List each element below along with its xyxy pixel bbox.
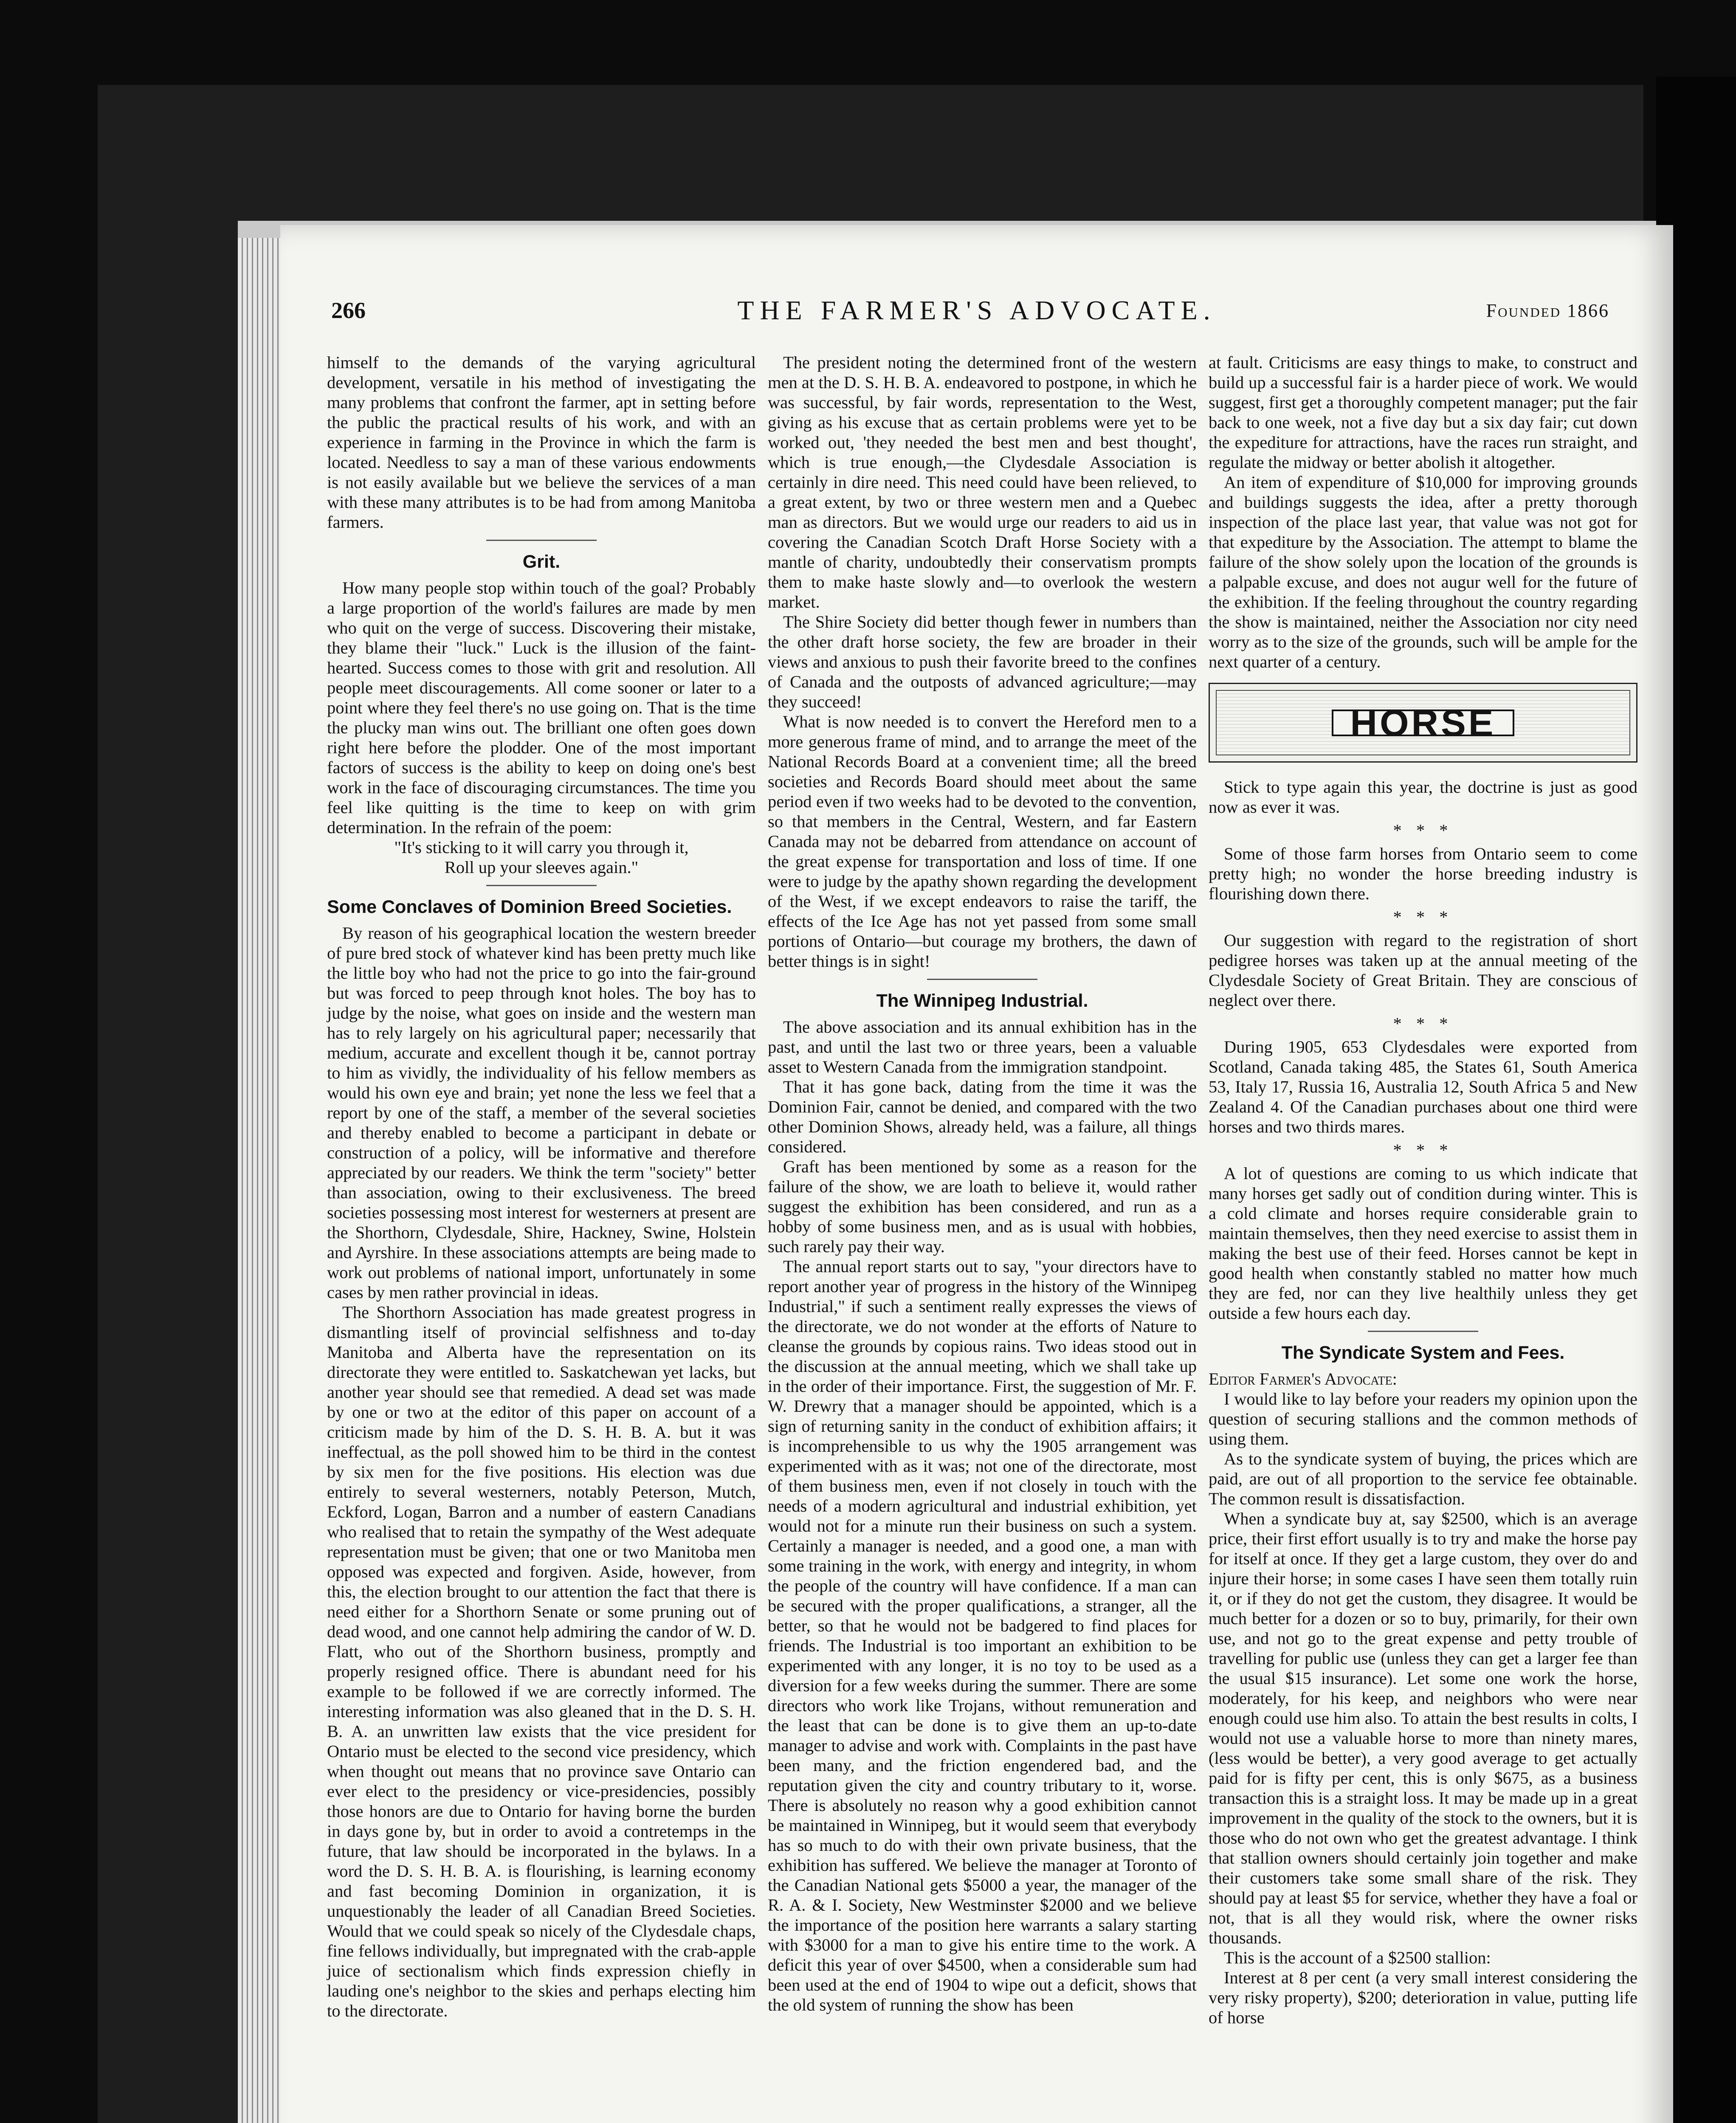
heading-grit: Grit.	[522, 552, 561, 572]
paragraph: By reason of his geographical location the western breeder of pure bred stock of whatever kind has been pretty much like the little boy who had not the price to go into the fair-ground but was forced to peep through knot holes. The boy has to judge by the noise, what goes on inside and the western man has to rely largely on his agricultural paper; necessarily that medium, accurate and excellent though it be, cannot portray to him as vividly, the individuality of his fellow members as would his own eye and brain; yet none the less we feel that a report by one of the staff, a member of the several societies and thereby enabled to become a participant in debate or construction of a policy, will be informative and therefore appreciated by our readers. We think the term "society" better than association, owing to their exclusiveness. The breed societies possessing most interest for westerners at present are the Shorthorn, Clydesdale, Shire, Hackney, Swine, Holstein and Ayrshire. In these associations attempts are being made to work out problems of national import, unfortunately in some cases by men rather provincial in ideas.	[327, 924, 756, 1302]
column-3	[1209, 352, 1637, 2027]
paragraph: As to the syndicate system of buying, the prices which are paid, are out of all proportion to the service fee obtainable. The common result is dissatisfaction.	[1209, 1449, 1637, 1508]
horse-banner-frame	[1216, 690, 1630, 755]
paragraph: Stick to type again this year, the doctrine is just as good now as ever it was.	[1209, 777, 1637, 817]
founded-line: Founded 1866	[1486, 300, 1609, 321]
journal-title: THE FARMER'S ADVOCATE.	[737, 295, 1216, 325]
asterism: * * *	[1393, 1140, 1453, 1160]
heading-syndicate: The Syndicate System and Fees.	[1281, 1343, 1565, 1363]
section-rule	[486, 885, 597, 886]
paragraph: The president noting the determined front of the western men at the D. S. H. B. A. endeavored to postpone, in which he was successful, by fair words, representation to the West, giving as his excuse that as certain problems were yet to be worked out, 'they needed the best men and best thought', which is true enough,—the Clydesdale Association is certainly in dire need. This need could have been relieved, to a great extent, by two or three western men and a Quebec man as directors. But we would urge our readers to aid us in covering the Canadian Scotch Draft Horse Society with a mantle of charity, undoubtedly their conservatism prompts them to make haste slowly and—to overlook the western market.	[768, 353, 1197, 611]
verse-line: Roll up your sleeves again."	[444, 858, 639, 877]
paragraph: An item of expenditure of $10,000 for improving grounds and buildings suggests the idea, after a pretty thorough inspection of the place last year, that value was not got for that expediture by the Association. The attempt to blame the failure of the show solely upon the location of the grounds is a palpable excuse, and does not augur well for the future of the exhibition. If the feeling throughout the country regarding the show is maintained, neither the Association nor city need worry as to the size of the grounds, such will be ample for the next quarter of a century.	[1209, 473, 1637, 671]
paragraph: Some of those farm horses from Ontario seem to come pretty high; no wonder the horse breeding industry is flourishing down there.	[1209, 844, 1637, 903]
paragraph: The above association and its annual exhibition has in the past, and until the last two or three years, been a valuable asset to Western Canada from the immigration standpoint.	[768, 1017, 1197, 1076]
horse-banner-title: HORSE	[1332, 710, 1515, 736]
page-number: 266	[331, 298, 366, 323]
asterism: * * *	[1393, 1014, 1453, 1033]
paragraph: at fault. Criticisms are easy things to make, to construct and build up a successful fair is a harder piece of work. We would suggest, first get a thoroughly competent manager; put the fair back to one week, not a five day but a six day fair; cut down the expediture for attractions, have the races run straight, and regulate the midway or better abolish it altogether.	[1209, 353, 1637, 472]
paragraph: How many people stop within touch of the goal? Probably a large proportion of the world's failures are made by men who quit on the verge of success. Discovering their mistake, they blame their "luck." Luck is the illusion of the faint-hearted. Success comes to those with grit and resolution. All people meet discouragements. All come sooner or later to a point where they feel there's no use going on. That is the time the plucky man wins out. The brilliant one often goes down right here before the plodder. One of the most important factors of success is the ability to keep on doing one's best work in the face of discouraging circumstances. The time you feel like quitting is the time to keep on with grim determination. In the refrain of the poem:	[327, 578, 756, 837]
column-2	[768, 352, 1197, 2015]
paragraph: himself to the demands of the varying agricultural development, versatile in his method of investigating the many problems that confront the farmer, apt in setting before the public the practical results of his work, and with an experience in farming in the Province in which the farm is located. Needless to say a man of these various endowments is not easily available but we believe the services of a man with these many attributes is to be had from among Manitoba farmers.	[327, 353, 756, 532]
column-1	[327, 352, 756, 2021]
paragraph: Our suggestion with regard to the registration of short pedigree horses was taken up at the annual meeting of the Clydesdale Society of Great Britain. They are conscious of neglect over there.	[1209, 931, 1637, 1010]
section-rule	[927, 979, 1037, 980]
running-head	[280, 297, 1673, 335]
editor-salutation: Editor Farmer's Advocate:	[1209, 1369, 1397, 1388]
paragraph: I would like to lay before your readers my opinion upon the question of securing stallions and the common methods of using them.	[1209, 1389, 1637, 1448]
paragraph: Interest at 8 per cent (a very small interest considering the very risky property), $200; deterioration in value, putting life of horse	[1209, 1968, 1637, 2027]
asterism: * * *	[1393, 821, 1453, 840]
page-edges	[238, 238, 285, 2123]
heading-conclaves: Some Conclaves of Dominion Breed Societies.	[327, 897, 732, 917]
paragraph: The annual report starts out to say, "your directors have to report another year of progress in the history of the Winnipeg Industrial," if such a sentiment really expresses the views of the directorate, we do not wonder at the efforts of Nature to cleanse the grounds by copious rains. Two ideas stood out in the discussion at the annual meeting, which we shall take up in the order of their importance. First, the suggestion of Mr. F. W. Drewry that a manager should be appointed, which is a sign of returning sanity in the conduct of exhibition affairs; it is incomprehensible to us why the 1905 arrangement was experimented with as it was; not one of the directorate, most of them business men, even if not closely in touch with the needs of a modern agricultural and industrial exhibition, yet would not for a minute run their business on such a system. Certainly a manager is needed, and a good one, a man with some training in the work, with energy and integrity, in whom the people of the country will have confidence. If a man can be secured with the proper qualifications, a stranger, all the better, so that he would not be badgered to find places for friends. The Industrial is too important an exhibition to be experimented with any longer, it is no toy to be used as a diversion for a few weeks during the summer. There are some directors who work like Trojans, without remuneration and the least that can be done is to give them an up-to-date manager to advise and work with. Complaints in the past have been many, and the friction engendered bad, and the reputation given the city and country tributary to it, worse. There is absolutely no reason why a good exhibition cannot be maintained in Winnipeg, but it would seem that everybody has so much to do with their own private business, that the exhibition has suffered. We believe the manager at Toronto of the Canadian National gets $5000 a year, the manager of the R. A. & I. Society, New Westminster $2000 and we believe the importance of the position here warrants a salary starting with $3000 for a man to give his entire time to the work. A deficit this year of over $4500, when a considerable sum had been used at the end of 1904 to wipe out a deficit, shows that the old system of running the show has been	[768, 1257, 1197, 2014]
section-rule	[1368, 1331, 1478, 1332]
paragraph: What is now needed is to convert the Hereford men to a more generous frame of mind, and to arrange the meet of the National Records Board at a convenient time; all the breed societies and Records Board should meet about the same period even if two weeks had to be devoted to the convention, so that members in the Central, Western, and far Eastern Canada may not be debarred from attendance on account of the great expense for transportation and loss of time. If one were to judge by the apathy shown regarding the development of the West, if we except endeavors to raise the tariff, the effects of the Ice Age has not yet passed from some small portions of Ontario—but courage my brothers, the dawn of better things is in sight!	[768, 712, 1197, 971]
paragraph: The Shire Society did better though fewer in numbers than the other draft horse society, the few are broader in their views and anxious to push their favorite breed to the confines of Canada and the outposts of advanced agriculture;—may they succeed!	[768, 612, 1197, 711]
section-rule	[486, 540, 597, 541]
paragraph: During 1905, 653 Clydesdales were exported from Scotland, Canada taking 485, the States 61, South America 53, Italy 17, Russia 16, Australia 12, South Africa 5 and New Zealand 4. Of the Canadian purchases about one third were horses and two thirds mares.	[1209, 1037, 1637, 1136]
heading-winnipeg: The Winnipeg Industrial.	[876, 991, 1088, 1011]
horse-section-banner	[1209, 683, 1637, 763]
paragraph: That it has gone back, dating from the time it was the Dominion Fair, cannot be denied, and compared with the two other Dominion Shows, already held, was a failure, all things considered.	[768, 1077, 1197, 1156]
asterism: * * *	[1393, 907, 1453, 926]
paragraph: This is the account of a $2500 stallion:	[1224, 1948, 1491, 1967]
verse-line: "It's sticking to it will carry you through it,	[394, 838, 689, 857]
paragraph: A lot of questions are coming to us which indicate that many horses get sadly out of condition during winter. This is a cold climate and horses require considerable grain to maintain themselves, then they need exercise to assist them in making the best use of their feed. Horses cannot be kept in good health when constantly stabled no matter how much they are fed, nor can they live healthily unless they get outside a few hours each day.	[1209, 1164, 1637, 1323]
paragraph: Graft has been mentioned by some as a reason for the failure of the show, we are loath to believe it, would rather suggest the exhibition has been considered, and run as a hobby of some business men, and as is usual with hobbies, such rarely pay their way.	[768, 1157, 1197, 1256]
paragraph: The Shorthorn Association has made greatest progress in dismantling itself of provincial selfishness and to-day Manitoba and Alberta have the representation on its directorate they were entitled to. Saskatchewan yet lacks, but another year should see that remedied. A dead set was made by one or two at the editor of this paper on account of a criticism made by him of the D. S. H. B. A. but it was ineffectual, as the poll showed him to be third in the contest by six men for the five positions. His election was due entirely to several westerners, notably Peterson, Mutch, Eckford, Logan, Barron and a number of eastern Canadians who realised that to retain the sympathy of the West adequate representation must be given; that one or two Manitoba men opposed was expected and forgiven. Aside, however, from this, the election brought to our attention the fact that there is need either for a Shorthorn Senate or some pruning out of dead wood, and one cannot help admiring the candor of W. D. Flatt, who out of the Shorthorn business, promptly and properly resigned office. There is abundant need for his example to be followed if we are correctly informed. The interesting information was also gleaned that in the D. S. H. B. A. an unwritten law exists that the vice president for Ontario must be elected to the second vice presidency, which when thought out means that no province save Ontario can ever elect to the presidency or vice-presidencies, possibly those honors are due to Ontario for having borne the burden in days gone by, but in order to avoid a contretemps in the future, that law should be incorporated in the bylaws. In a word the D. S. H. B. A. is flourishing, is learning economy and fast becoming Dominion in organization, it is unquestionably the leader of all Canadian Breed Societies. Would that we could speak so nicely of the Clydesdale chaps, fine fellows individually, but impregnated with the crab-apple juice of sectionalism which finds expression chiefly in lauding one's neighbor to the skies and perhaps electing him to the directorate.	[327, 1303, 756, 2020]
book-page	[280, 225, 1673, 2123]
paragraph: When a syndicate buy at, say $2500, which is an average price, their first effort usually is to try and make the horse pay for itself at once. If they get a large custom, they over do and injure their horse; in some cases I have seen them totally ruin it, or if they do not get the custom, they disagree. It would be much better for a dozen or so to buy, primarily, for their own use, and not go to the great expense and petty trouble of travelling for public use (unless they can get a larger fee than the usual $15 insurance). Let some one work the horse, moderately, for his keep, and neighbors who were near enough could use him also. To attain the best results in colts, I would not use a valuable horse to more than ninety mares, (less would be better), a very good average to get actually paid for is fifty per cent, this is only $675, as a business transaction this is a straight loss. It may be made up in a great improvement in the quality of the stock to the owners, but it is those who do not own who get the greatest advantage. I think that stallion owners should certainly join together and make their customers take some small share of the risk. They should pay at least $5 for service, whether they have a foal or not, that is all they would risk, where the owner risks thousands.	[1209, 1509, 1637, 1947]
